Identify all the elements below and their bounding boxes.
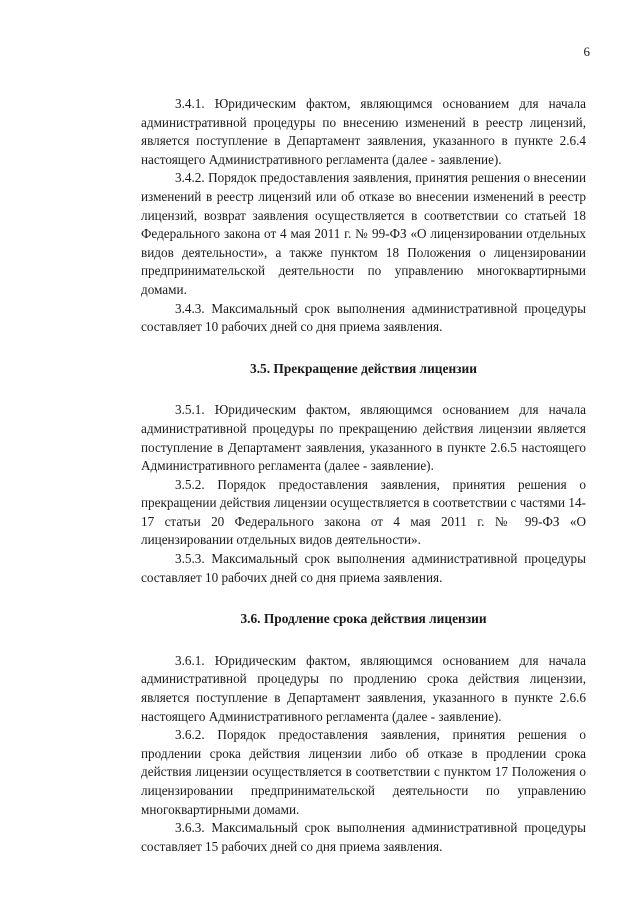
spacer <box>141 378 586 401</box>
document-body <box>141 95 586 856</box>
page-number: 6 <box>583 44 590 59</box>
paragraph-3-4-3: 3.4.3. Максимальный срок выполнения административной процедуры составляет 10 рабочих дней со дня приема заявления. <box>141 300 586 335</box>
paragraph-3-6-3: 3.6.3. Максимальный срок выполнения административной процедуры составляет 15 рабочих дней со дня приема заявления. <box>141 820 586 854</box>
paragraph-3-4-2: 3.4.2. Порядок предоставления заявления, принятия решения о внесении изменений в реестр лицензий или об отказе во внесении изменений в реестр лицензий, возврат заявления осуществляется в соответствии со статьей 18 Федерального закона от 4 мая 2011 г. № 99-ФЗ «О лицензировании отдельных видов деятельности», а также пунктом 18 Положения о лицензировании предпринимательской деятельности по управлению многоквартирными домами. <box>141 170 586 297</box>
section-title-3-5: 3.5. Прекращение действия лицензии <box>250 360 477 376</box>
spacer <box>141 587 586 610</box>
spacer <box>141 337 586 360</box>
section-title-3-6: 3.6. Продление срока действия лицензии <box>240 611 487 627</box>
spacer <box>141 629 586 652</box>
paragraph-3-4-1: 3.4.1. Юридическим фактом, являющимся основанием для начала административной процедуры по внесению изменений в реестр лицензий, является поступление в Департамент заявления, указанного в пункте 2.6.4 настоящего Административного регламента (далее - заявление). <box>141 96 586 167</box>
paragraph-3-5-2: 3.5.2. Порядок предоставления заявления, принятия решения о прекращении действия лицензии осуществляется в соответствии с частями 14-17 статьи 20 Федерального закона от 4 мая 2011 г. № 99-ФЗ «О лицензировании отдельных видов деятельности». <box>141 476 586 548</box>
paragraph-3-6-1: 3.6.1. Юридическим фактом, являющимся основанием для начала административной процедуры по продлению срока действия лицензии, является поступление в Департамент заявления, указанного в пункте 2.6.6 настоящего Административного регламента (далее - заявление). <box>141 652 586 724</box>
paragraph-3-6-2: 3.6.2. Порядок предоставления заявления, принятия решения о продлении срока действия лицензии либо об отказе в продлении срока действия лицензии осуществляется в соответствии с пунктом 17 Положения о лицензировании предпринимательской деятельности по управлению многоквартирными домами. <box>141 727 586 817</box>
paragraph-3-5-1: 3.5.1. Юридическим фактом, являющимся основанием для начала административной процедуры по прекращению действия лицензии является поступление в Департамент заявления, указанного в пункте 2.6.5 настоящего Административного регламента (далее - заявление). <box>141 402 586 474</box>
paragraph-3-5-3: 3.5.3. Максимальный срок выполнения административной процедуры составляет 10 рабочих дней со дня приема заявления. <box>141 551 586 585</box>
